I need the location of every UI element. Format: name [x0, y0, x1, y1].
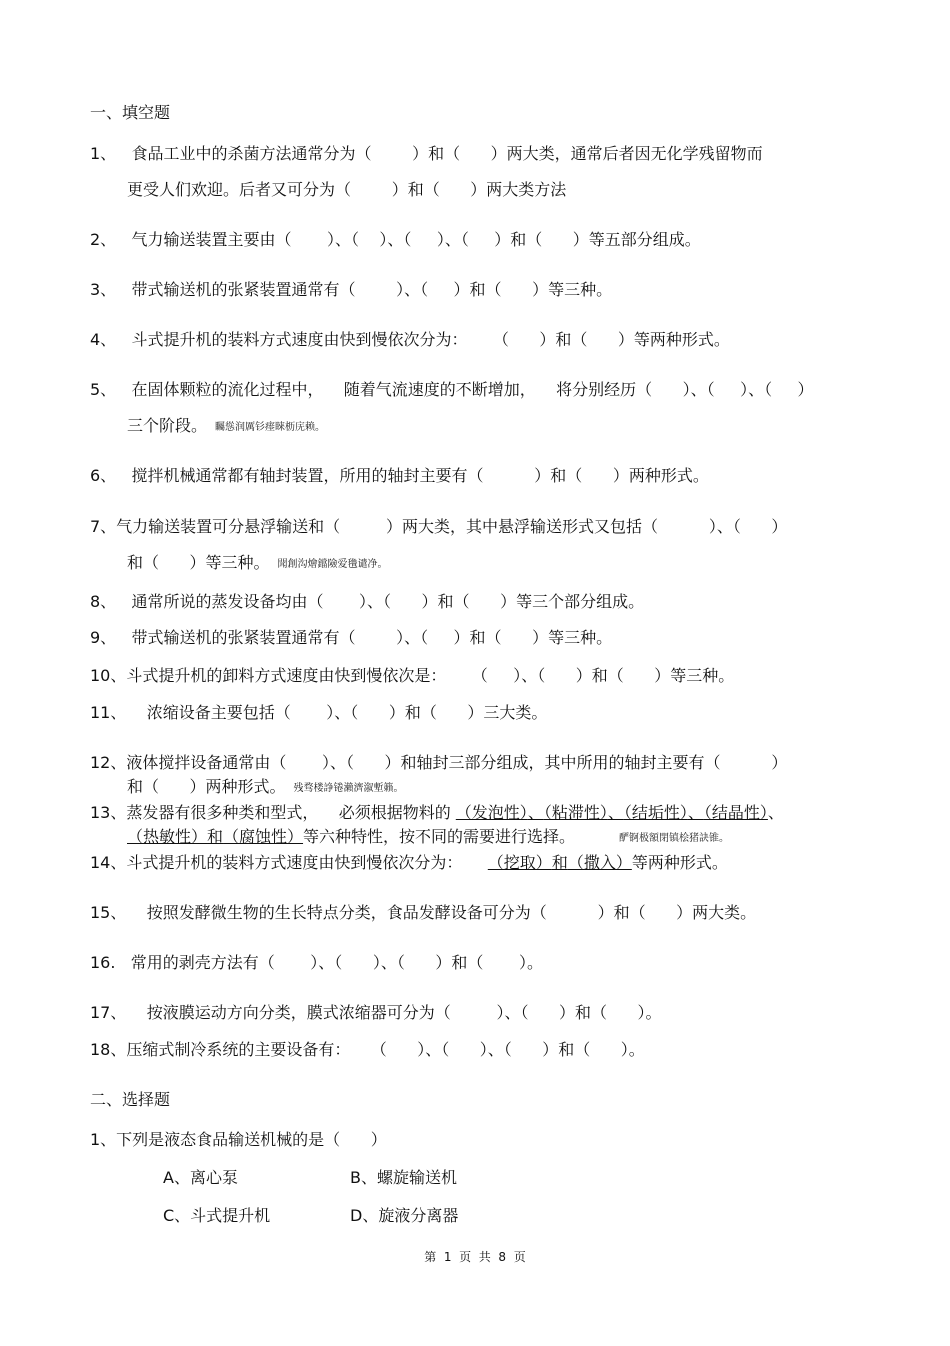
separator: 、 — [687, 803, 704, 822]
question-7-line-2 — [127, 553, 388, 573]
separator: 、 — [527, 803, 544, 822]
question-7-garbled-text: 聞創沟燴鐺險爱氇谴净。 — [277, 559, 388, 570]
question-14-text: 14、斗式提升机的装料方式速度由快到慢依次分为： — [90, 853, 488, 872]
question-7-text: 和（ ）等三种。 — [127, 553, 270, 572]
question-12-garbled-text: 残骛楼諍锩瀨濟溆塹籟。 — [293, 783, 404, 794]
conjunction: 和 — [207, 827, 224, 846]
section-title-choice: 二、选择题 — [90, 1090, 171, 1109]
question-5-garbled-text: 矚慫润厲钐瘗睞枥庑赖。 — [215, 422, 326, 433]
separator: 、 — [607, 803, 624, 822]
question-14 — [90, 853, 728, 873]
question-9: 9、 带式输送机的张紧装置通常有（ ）、（ ）和（ ）等三种。 — [90, 628, 613, 647]
question-12-text: 和（ ）两种形式。 — [127, 777, 286, 796]
choice-option-b: B、螺旋输送机 — [350, 1168, 457, 1187]
choice-option-c: C、斗式提升机 — [163, 1206, 271, 1225]
answer-viscosity: （粘滞性） — [543, 803, 608, 822]
choice-option-d: D、旋液分离器 — [350, 1206, 459, 1225]
question-15: 15、 按照发酵微生物的生长特点分类，食品发酵设备可分为（ ）和（ ）两大类。 — [90, 903, 757, 922]
question-13-line-2 — [127, 827, 729, 847]
choice-option-a: A、离心泵 — [163, 1168, 238, 1187]
answer-corrosiveness: （腐蚀性） — [223, 827, 304, 846]
question-13-garbled-text: 酽锕极額閉镇桧猪訣锥。 — [619, 833, 730, 844]
choice-question-1: 1、下列是液态食品输送机械的是（ ） — [90, 1130, 387, 1149]
question-2: 2、 气力输送装置主要由（ ）、（ ）、（ ）、（ ）和（ ）等五部分组成。 — [90, 230, 701, 249]
separator: 、 — [767, 803, 784, 822]
answer-heat-sensitivity: （热敏性） — [127, 827, 208, 846]
question-18: 18、压缩式制冷系统的主要设备有： （ ）、（ ）、（ ）和（ ）。 — [90, 1040, 645, 1059]
question-12-line-1: 12、液体搅拌设备通常由（ ）、（ ）和轴封三部分组成，其中所用的轴封主要有（ ） — [90, 753, 788, 772]
question-17: 17、 按液膜运动方向分类，膜式浓缩器可分为（ ）、（ ）和（ ）。 — [90, 1003, 662, 1022]
question-4: 4、 斗式提升机的装料方式速度由快到慢依次分为： （ ）和（ ）等两种形式。 — [90, 330, 730, 349]
answer-foaming: （发泡性） — [455, 803, 528, 822]
question-13-tail: 等六种特性，按不同的需要进行选择。 — [303, 827, 576, 846]
conjunction: 和 — [551, 853, 568, 872]
question-16: 16. 常用的剥壳方法有（ ）、（ ）、（ ）和（ ）。 — [90, 953, 543, 972]
page-footer: 第 1 页 共 8 页 — [424, 1250, 526, 1264]
question-1-line-2: 更受人们欢迎。后者又可分为（ ）和（ ）两大类方法 — [127, 180, 567, 199]
answer-scaling: （结垢性） — [623, 803, 688, 822]
question-13-line-1 — [90, 803, 784, 823]
question-5-line-2 — [127, 416, 325, 436]
question-7-line-1: 7、气力输送装置可分悬浮输送和（ ）两大类，其中悬浮输送形式又包括（ ）、（ ） — [90, 517, 788, 536]
question-5-line-1: 5、 在固体颗粒的流化过程中， 随着气流速度的不断增加， 将分别经历（ ）、（ ）、（ ） — [90, 380, 814, 399]
section-title-fill-blank: 一、填空题 — [90, 103, 171, 122]
answer-pouring: （撒入） — [567, 853, 632, 872]
question-11: 11、 浓缩设备主要包括（ ）、（ ）和（ ）三大类。 — [90, 703, 548, 722]
question-5-text: 三个阶段。 — [127, 416, 208, 435]
question-1-line-1: 1、 食品工业中的杀菌方法通常分为（ ）和（ ）两大类，通常后者因无化学残留物而 — [90, 144, 763, 163]
answer-scooping: （挖取） — [487, 853, 552, 872]
question-14-tail: 等两种形式。 — [631, 853, 728, 872]
question-8: 8、 通常所说的蒸发设备均由（ ）、（ ）和（ ）等三个部分组成。 — [90, 592, 645, 611]
question-10: 10、斗式提升机的卸料方式速度由快到慢依次是： （ ）、（ ）和（ ）等三种。 — [90, 666, 735, 685]
question-13-text: 13、蒸发器有很多种类和型式， 必须根据物料的 — [90, 803, 456, 822]
answer-crystallization: （结晶性） — [703, 803, 768, 822]
question-3: 3、 带式输送机的张紧装置通常有（ ）、（ ）和（ ）等三种。 — [90, 280, 613, 299]
question-6: 6、 搅拌机械通常都有轴封装置，所用的轴封主要有（ ）和（ ）两种形式。 — [90, 466, 709, 485]
question-12-line-2 — [127, 777, 404, 797]
